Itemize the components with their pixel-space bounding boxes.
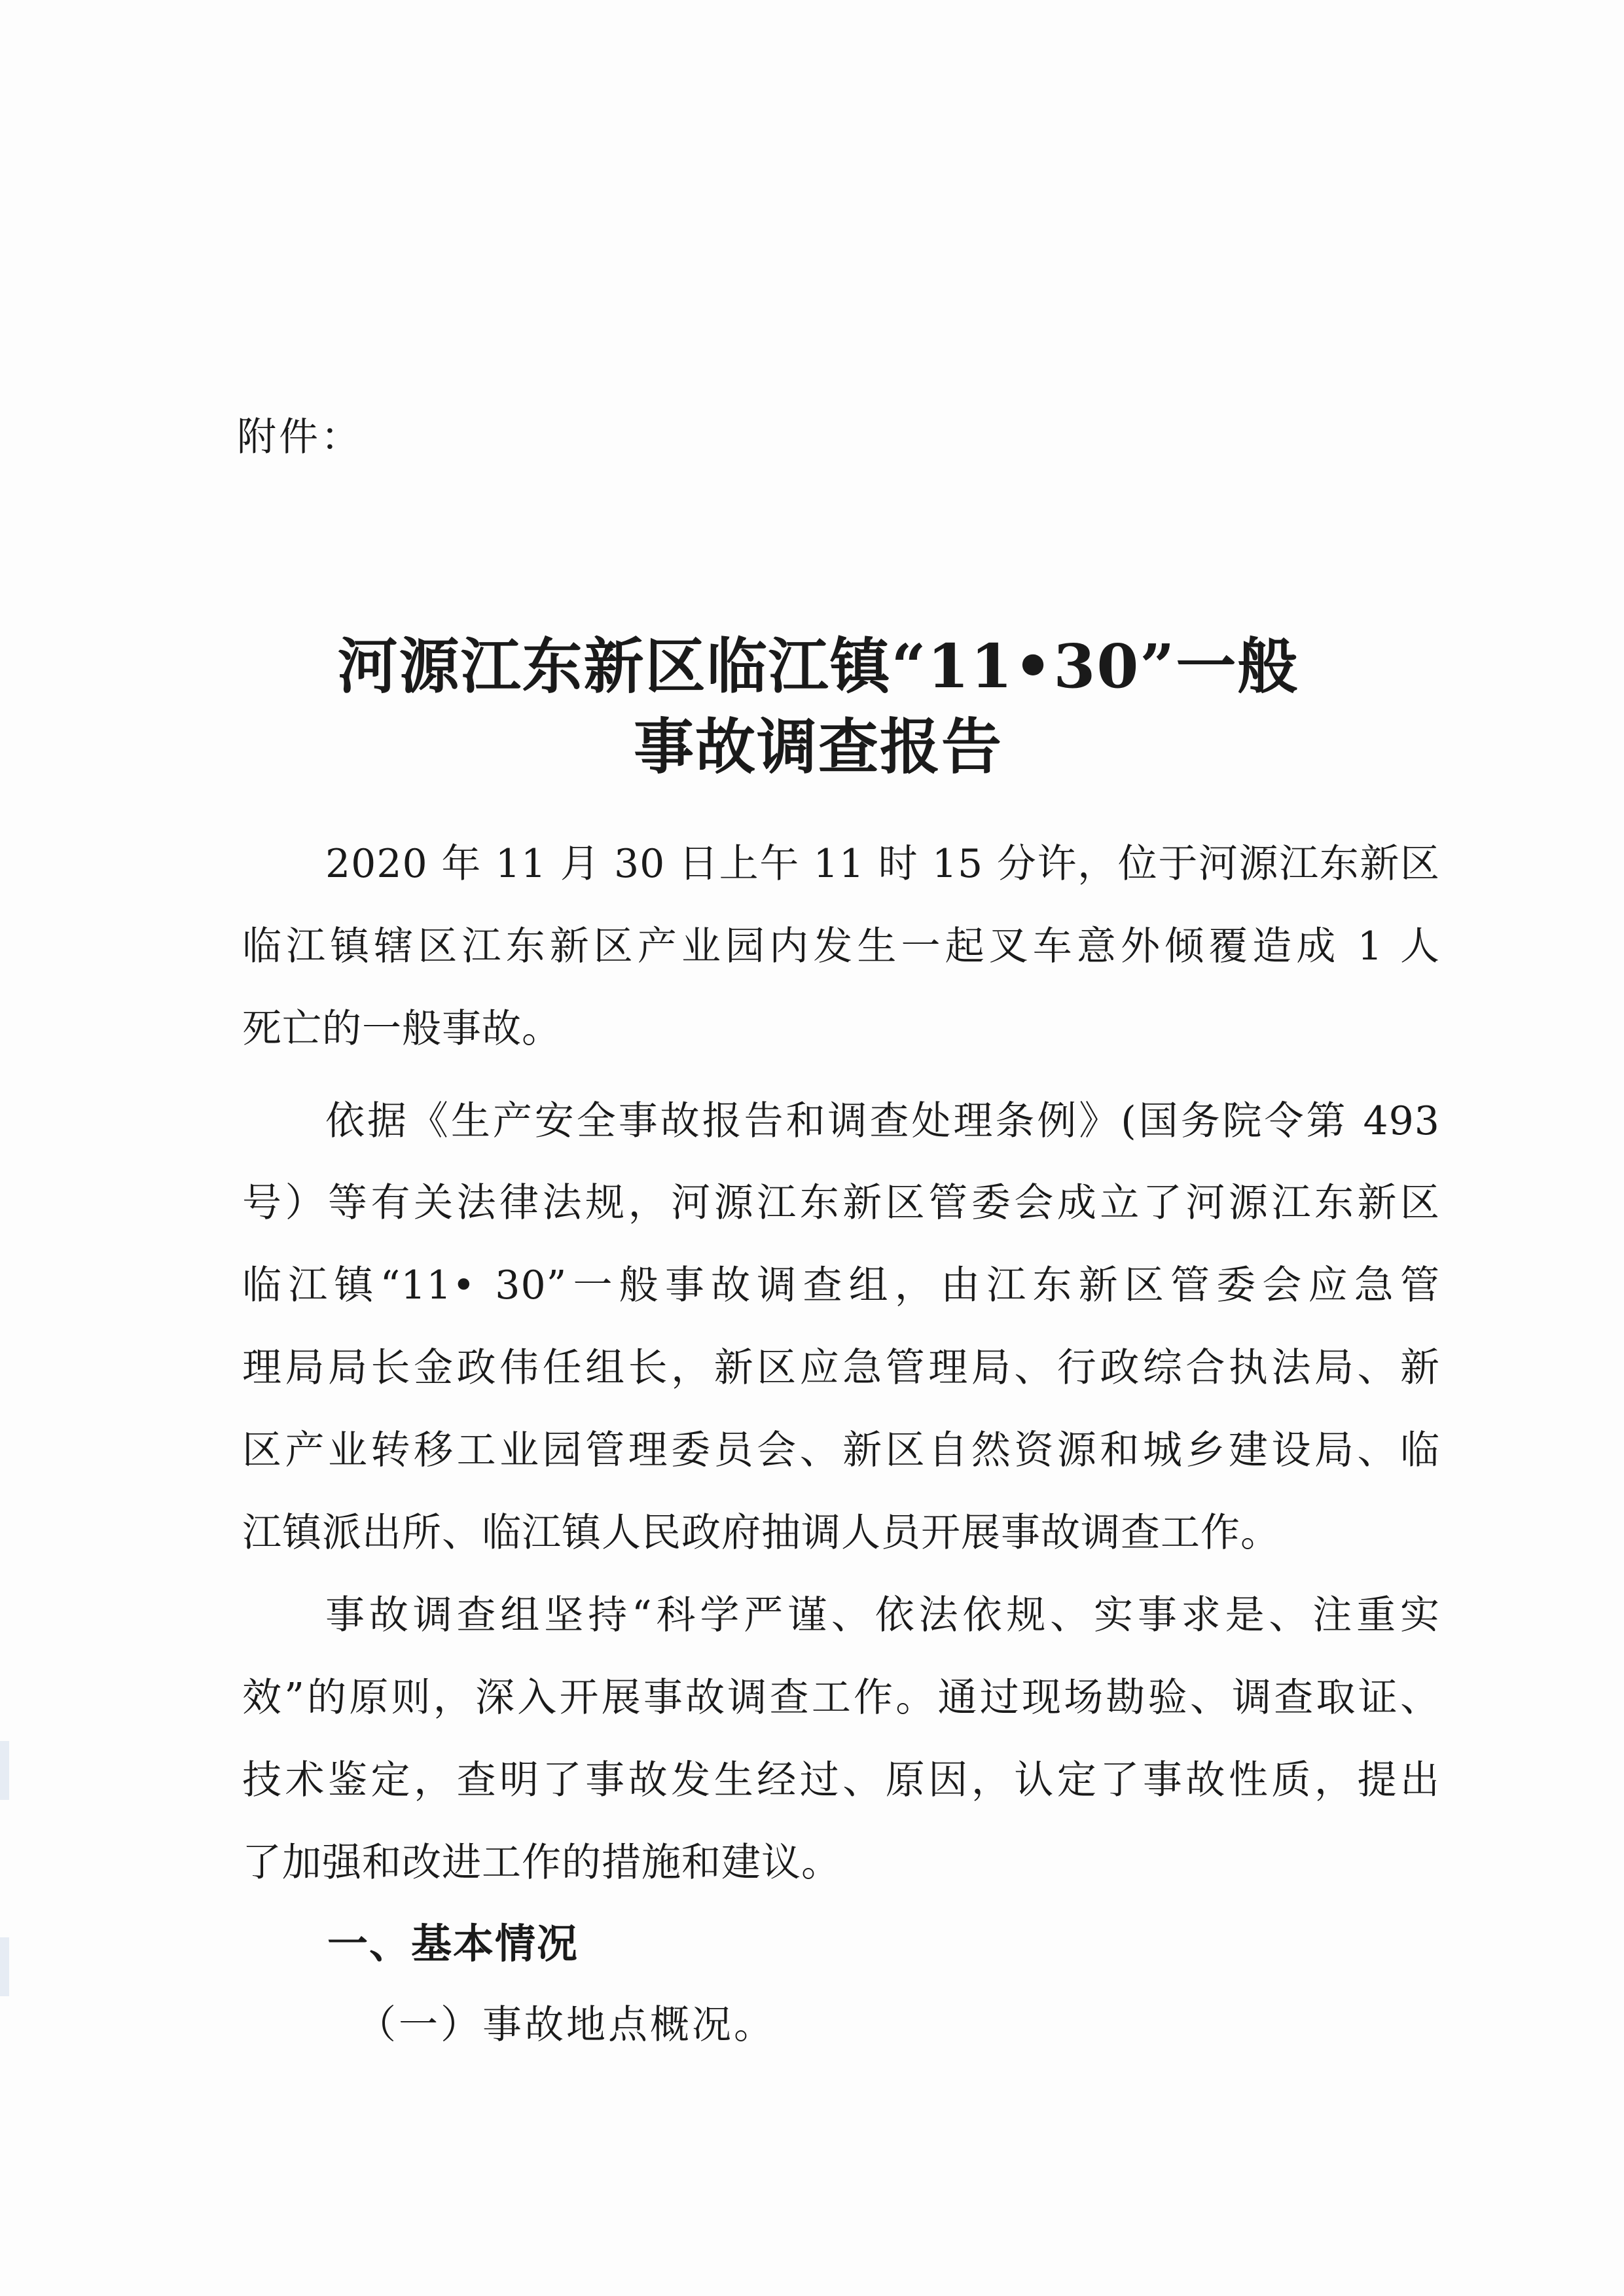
attachment-label: 附件： bbox=[237, 414, 363, 460]
paragraph-2-line-3: 临江镇“11• 30”一般事故调查组，由江东新区管委会应急管 bbox=[242, 1263, 1440, 1308]
paragraph-1-line-2: 临江镇辖区江东新区产业园内发生一起叉车意外倾覆造成 1 人 bbox=[242, 924, 1440, 969]
paragraph-3-line-1: 事故调查组坚持“科学严谨、依法依规、实事求是、注重实 bbox=[325, 1592, 1440, 1638]
scan-edge-mark bbox=[0, 1937, 9, 1996]
paragraph-2-line-2: 号）等有关法律法规，河源江东新区管委会成立了河源江东新区 bbox=[242, 1180, 1440, 1226]
paragraph-3-line-2: 效”的原则，深入开展事故调查工作。通过现场勘验、调查取证、 bbox=[242, 1675, 1440, 1721]
paragraph-2-line-6: 江镇派出所、临江镇人民政府抽调人员开展事故调查工作。 bbox=[242, 1510, 1280, 1556]
scan-edge-mark bbox=[0, 1741, 9, 1800]
paragraph-2-line-1: 依据《生产安全事故报告和调查处理条例》(国务院令第 493 bbox=[325, 1098, 1440, 1144]
paragraph-1-line-3: 死亡的一般事故。 bbox=[242, 1006, 562, 1052]
paragraph-3-line-3: 技术鉴定，查明了事故发生经过、原因，认定了事故性质，提出 bbox=[242, 1757, 1440, 1803]
paragraph-1-line-1: 2020 年 11 月 30 日上午 11 时 15 分许，位于河源江东新区 bbox=[325, 841, 1440, 887]
document-title-line-2: 事故调查报告 bbox=[633, 711, 1003, 782]
paragraph-2-line-4: 理局局长金政伟任组长，新区应急管理局、行政综合执法局、新 bbox=[242, 1345, 1440, 1391]
section-heading: 一、基本情况 bbox=[327, 1920, 579, 1967]
paragraph-2-line-5: 区产业转移工业园管理委员会、新区自然资源和城乡建设局、临 bbox=[242, 1427, 1440, 1473]
document-title-line-1: 河源江东新区临江镇“11•30”一般 bbox=[337, 631, 1299, 702]
paragraph-3-line-4: 了加强和改进工作的措施和建议。 bbox=[242, 1840, 841, 1886]
subsection-heading: （一）事故地点概况。 bbox=[357, 2002, 776, 2048]
